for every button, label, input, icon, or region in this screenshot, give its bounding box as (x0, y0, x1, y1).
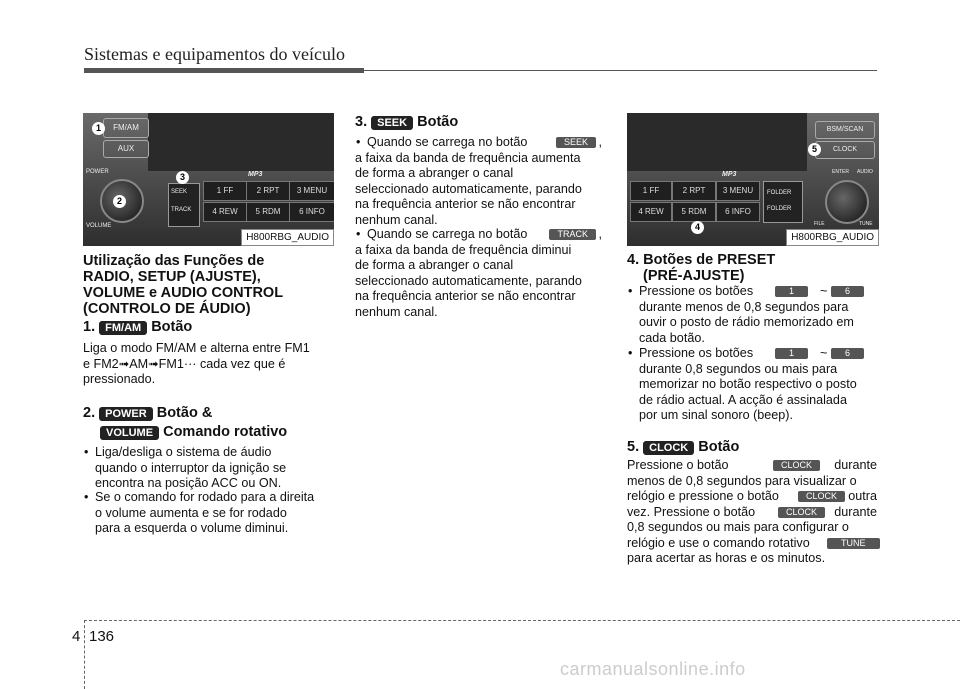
preset-key-2: 2 RPT (246, 181, 290, 201)
power-badge: POWER (99, 407, 153, 421)
preset-key-4: 4 REW (630, 202, 672, 222)
preset-key-5: 5 RDM (672, 202, 716, 222)
preset-key-6: 6 INFO (716, 202, 760, 222)
section-title: Utilização das Funções de RADIO, SETUP (AJUSTE), VOLUME e AUDIO CONTROL (CONTROLO DE ÁUDIO) (83, 253, 284, 317)
audio-panel-photo-left (83, 113, 334, 246)
tune-button-glyph: TUNE (827, 538, 880, 549)
preset-6-glyph: 6 (831, 348, 864, 359)
callout-4: 4 (691, 221, 704, 234)
header-bar (84, 68, 364, 73)
mp3-logo: MP3 (248, 171, 263, 178)
callout-1: 1 (92, 122, 105, 135)
chapter-number: 4 (72, 628, 81, 645)
fmam-badge: FM/AM (99, 321, 147, 335)
preset-1-glyph: 1 (775, 348, 808, 359)
track-label: TRACK (171, 207, 192, 213)
seek-bullet: • Quando se carrega no botão SEEK , a faixa da banda de frequência aumenta de forma a abranger o canal seleccionado automaticamente, parando na frequência anterior se não encontrar nenhum canal. (355, 135, 602, 228)
power-label: POWER (86, 169, 109, 175)
clock-key: CLOCK (815, 141, 875, 159)
volume-heading: VOLUME Comando rotativo (100, 424, 287, 440)
clock-heading: 5. CLOCK Botão (627, 439, 740, 455)
folder-down-label: FOLDER (767, 206, 792, 212)
clock-badge: CLOCK (643, 441, 694, 455)
preset-heading: 4. Botões de PRESET (PRÉ-AJUSTE) (627, 252, 776, 284)
tune-knob (825, 180, 869, 224)
image-caption: H800RBG_AUDIO (786, 229, 879, 246)
clock-button-glyph: CLOCK (773, 460, 820, 471)
seek-heading: 3. SEEK Botão (355, 114, 459, 130)
fmam-heading: 1. FM/AM Botão (83, 319, 193, 335)
enter-label: ENTER (832, 169, 849, 175)
aux-key: AUX (103, 140, 149, 158)
callout-2: 2 (113, 195, 126, 208)
preset-key-1: 1 FF (630, 181, 672, 201)
preset-key-4: 4 REW (203, 202, 247, 222)
seek-label: SEEK (171, 189, 188, 195)
page-header: Sistemas e equipamentos do veículo (84, 44, 345, 64)
preset-key-5: 5 RDM (246, 202, 290, 222)
preset-1-glyph: 1 (775, 286, 808, 297)
track-button-glyph: TRACK (549, 229, 596, 240)
seek-button-glyph: SEEK (556, 137, 596, 148)
image-caption: H800RBG_AUDIO (241, 229, 334, 246)
clock-button-glyph: CLOCK (798, 491, 845, 502)
header-rule (364, 70, 877, 71)
page-number: 136 (89, 628, 115, 645)
preset-key-1: 1 FF (203, 181, 247, 201)
volume-badge: VOLUME (100, 426, 159, 440)
volume-label: VOLUME (86, 223, 112, 229)
power-bullet: • Liga/desliga o sistema de áudio quando o interruptor da ignição se encontra na posição ACC ou ON. (83, 445, 330, 492)
preset-key-3: 3 MENU (716, 181, 760, 201)
clock-description: Pressione o botão CLOCK durante menos de 0,8 segundos para visualizar o relógio e pressione o botão CLOCK outra vez. Pressione o botão CLOCK durante 0,8 segundos ou mais para configurar o relógio e use o comando rotativo TUNE para acertar as horas e os minutos. (627, 458, 877, 567)
watermark: carmanualsonline.info (560, 659, 746, 679)
preset-bullet-long: • Pressione os botões 1 ~ 6 durante 0,8 segundos ou mais para memorizar no botão respectivo o posto de rádio actual. A acção é assinalada por um sinal sonoro (beep). (627, 346, 877, 424)
clock-button-glyph: CLOCK (778, 507, 825, 518)
audio-label: AUDIO (857, 169, 873, 175)
preset-key-3: 3 MENU (289, 181, 334, 201)
tune-label: TUNE (859, 221, 873, 227)
footer-rule (84, 620, 960, 621)
preset-key-6: 6 INFO (289, 202, 334, 222)
file-label: FILE (814, 221, 825, 227)
callout-3: 3 (176, 171, 189, 184)
preset-bullet-short: • Pressione os botões 1 ~ 6 durante menos de 0,8 segundos para ouvir o posto de rádio memorizado em cada botão. (627, 284, 877, 346)
fmam-description: Liga o modo FM/AM e alterna entre FM1 e FM2➟AM➟FM1··· cada vez que é pressionado. (83, 341, 310, 386)
callout-5: 5 (808, 143, 821, 156)
audio-panel-photo-right (627, 113, 879, 246)
power-heading: 2. POWER Botão & (83, 405, 213, 421)
mp3-logo: MP3 (722, 171, 737, 178)
seek-badge: SEEK (371, 116, 413, 130)
volume-bullet: • Se o comando for rodado para a direita o volume aumenta e se for rodado para a esquerda o volume diminui. (83, 490, 330, 537)
bsm-scan-key: BSM/SCAN (815, 121, 875, 139)
fmam-key: FM/AM (103, 118, 149, 138)
folder-up-label: FOLDER (767, 190, 792, 196)
footer-divider (84, 620, 85, 689)
preset-6-glyph: 6 (831, 286, 864, 297)
preset-key-2: 2 RPT (672, 181, 716, 201)
track-bullet: • Quando se carrega no botão TRACK , a faixa da banda de frequência diminui de forma a abranger o canal seleccionado automaticamente, parando na frequência anterior se não encontrar nenhum canal. (355, 227, 602, 320)
